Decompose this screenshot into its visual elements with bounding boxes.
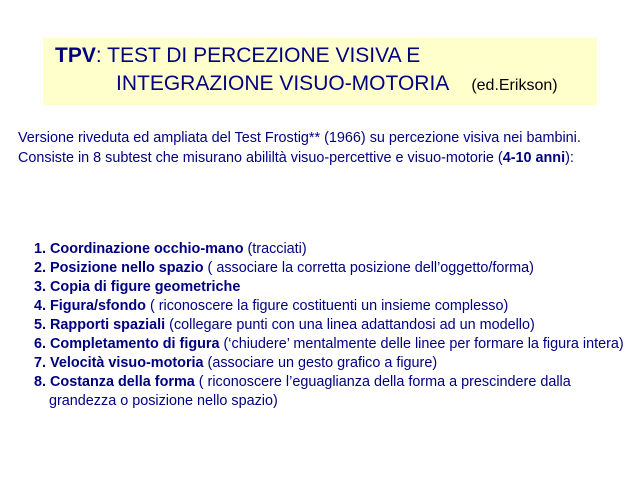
subtest-number: 7. <box>34 355 47 371</box>
subtest-description: (‘chiudere’ mentalmente delle linee per formare la figura intera) <box>219 336 624 352</box>
subtest-description: (tracciati) <box>243 241 307 257</box>
subtest-item <box>34 316 624 335</box>
intro-age-range: 4-10 anni <box>502 149 566 166</box>
subtest-number: 8. <box>34 374 47 390</box>
subtest-name: Copia di figure geometriche <box>50 279 241 295</box>
subtest-item <box>34 297 624 316</box>
subtest-description: ( associare la corretta posizione dell’oggetto/forma) <box>203 260 534 276</box>
subtest-number: 5. <box>34 317 47 333</box>
subtest-name: Rapporti spaziali <box>50 317 166 333</box>
subtest-name: Posizione nello spazio <box>50 260 204 276</box>
intro-line-2-text: Consiste in 8 subtest che misurano abililtà visuo-percettive e visuo-motorie ( <box>18 149 503 166</box>
subtest-description: ( riconoscere l’eguaglianza della forma a prescindere dalla grandezza o posizione nello spazio) <box>49 374 571 409</box>
title-edition: (ed.Erikson) <box>471 77 558 94</box>
intro-line-2 <box>18 149 630 169</box>
subtest-number: 1. <box>34 241 47 257</box>
subtest-list <box>34 240 624 411</box>
subtest-description: (associare un gesto grafico a figure) <box>203 355 438 371</box>
subtest-item <box>34 240 624 259</box>
subtest-name: Costanza della forma <box>50 374 195 390</box>
subtest-name: Completamento di figura <box>50 336 220 352</box>
subtest-item <box>34 259 624 278</box>
subtest-name: Velocità visuo-motoria <box>50 355 204 371</box>
subtest-item <box>34 373 624 411</box>
title-box <box>43 38 597 105</box>
subtest-item <box>34 335 624 354</box>
subtest-description: (collegare punti con una linea adattandosi ad un modello) <box>165 317 535 333</box>
subtest-item <box>34 354 624 373</box>
title-acronym: TPV <box>55 44 96 67</box>
subtest-item <box>34 278 624 297</box>
title-line-2-text: INTEGRAZIONE VISUO-MOTORIA <box>116 72 450 95</box>
subtest-number: 4. <box>34 298 47 314</box>
subtest-number: 3. <box>34 279 47 295</box>
intro-line-2-end: ): <box>565 149 574 166</box>
intro-paragraph <box>18 129 630 168</box>
subtest-name: Coordinazione occhio-mano <box>50 241 244 257</box>
subtest-name: Figura/sfondo <box>50 298 146 314</box>
title-line-2 <box>55 70 597 100</box>
intro-line-1: Versione riveduta ed ampliata del Test Frostig** (1966) su percezione visiva nei bambini. <box>18 130 581 146</box>
subtest-description: ( riconoscere la figure costituenti un insieme complesso) <box>145 298 509 314</box>
title-line-1-text: : TEST DI PERCEZIONE VISIVA E <box>95 44 421 67</box>
subtest-number: 6. <box>34 336 47 352</box>
title-line-1 <box>55 42 597 70</box>
subtest-number: 2. <box>34 260 47 276</box>
